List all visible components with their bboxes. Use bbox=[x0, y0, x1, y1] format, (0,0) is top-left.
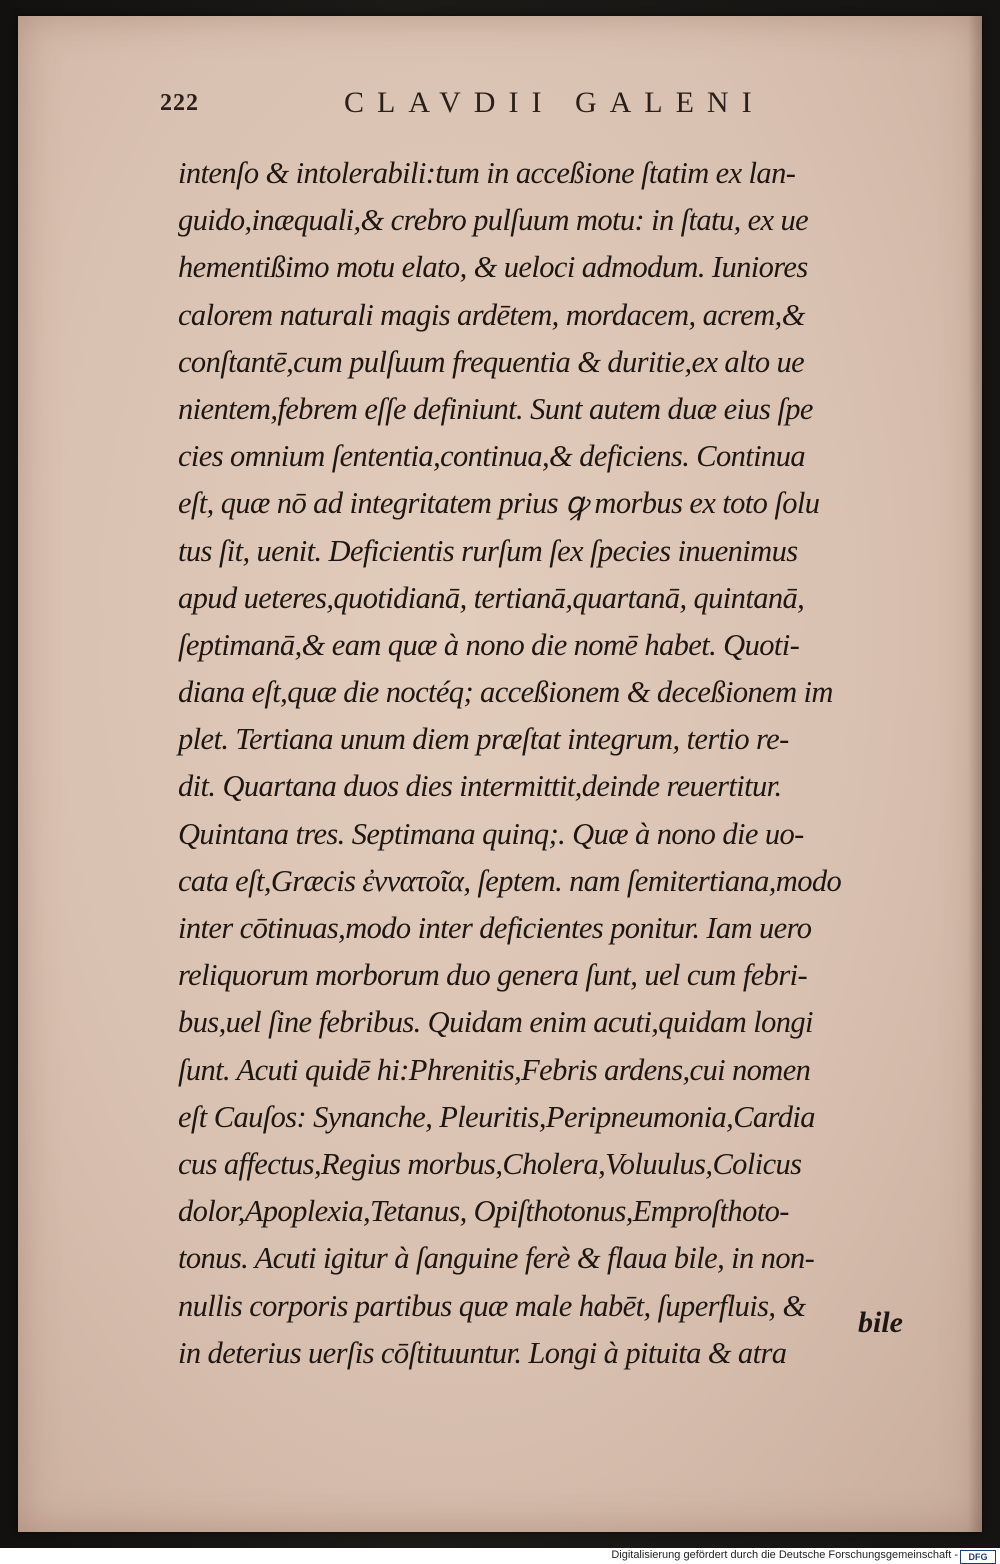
dfg-logo: DFG bbox=[960, 1550, 996, 1564]
text-line: calorem naturali magis ardētem, mordacem, acrem,& bbox=[178, 297, 805, 332]
text-line: guido,inæquali,& crebro pulſuum motu: in ſtatu, ex ue bbox=[178, 203, 809, 238]
running-head bbox=[160, 82, 880, 122]
text-line: reliquorum morborum duo genera ſunt, uel cum febri- bbox=[178, 958, 808, 993]
page-edge-shadow bbox=[968, 16, 982, 1532]
text-line: cata eſt,Græcis ἐννατοῖα, ſeptem. nam ſemitertiana,modo bbox=[178, 863, 842, 898]
text-line: dolor,Apoplexia,Tetanus, Opiſthotonus,Emproſthoto- bbox=[178, 1194, 789, 1229]
text-line: ſunt. Acuti quidē hi:Phrenitis,Febris ardens,cui nomen bbox=[178, 1052, 811, 1087]
text-line: tonus. Acuti igitur à ſanguine ferè & flaua bile, in non- bbox=[178, 1241, 815, 1276]
funding-notice: Digitalisierung gefördert durch die Deutsche Forschungsgemeinschaft - bbox=[611, 1549, 958, 1561]
text-line: dit. Quartana duos dies intermittit,deinde reuertitur. bbox=[178, 769, 782, 804]
text-line: inter cōtinuas,modo inter deficientes ponitur. Iam uero bbox=[178, 911, 812, 945]
text-line: tus ſit, uenit. Deficientis rurſum ſex ſpecies inuenimus bbox=[178, 533, 798, 568]
text-line: diana eſt,quæ die noctéq; acceßionem & deceßionem im bbox=[178, 675, 833, 710]
text-line: nullis corporis partibus quæ male habēt, ſuperfluis, & bbox=[178, 1288, 806, 1323]
catchword: bile bbox=[858, 1306, 903, 1339]
text-line: bus,uel ſine febribus. Quidam enim acuti,quidam longi bbox=[178, 1005, 813, 1040]
text-line: cies omnium ſententia,continua,& deficiens. Continua bbox=[178, 439, 805, 474]
text-line: eſt Cauſos: Synanche, Pleuritis,Peripneumonia,Cardia bbox=[178, 1099, 815, 1134]
text-line: in deterius uerſis cōſtituuntur. Longi à pituita & atra bbox=[178, 1335, 787, 1370]
text-line: cus affectus,Regius morbus,Cholera,Voluulus,Colicus bbox=[178, 1146, 802, 1181]
text-line: nientem,febrem eſſe definiunt. Sunt autem duæ eius ſpe bbox=[178, 391, 813, 426]
text-line: intenſo & intolerabili:tum in acceßione ſtatim ex lan- bbox=[178, 156, 796, 190]
text-line: plet. Tertiana unum diem præſtat integrum, tertio re- bbox=[178, 722, 789, 757]
text-line: Quintana tres. Septimana quinq;. Quæ à nono die uo- bbox=[178, 816, 804, 851]
text-line: eſt, quæ nō ad integritatem prius ꝙ morbus ex toto ſolu bbox=[178, 486, 820, 521]
text-line: conſtantē,cum pulſuum frequentia & duritie,ex alto ue bbox=[178, 344, 805, 379]
text-line: ſeptimanā,& eam quæ à nono die nomē habet. Quoti- bbox=[178, 627, 800, 662]
text-line: hementißimo motu elato, & ueloci admodum. Iuniores bbox=[178, 250, 808, 285]
text-line: apud ueteres,quotidianā, tertianā,quartanā, quintanā, bbox=[178, 580, 805, 615]
running-title: CLAVDII GALENI bbox=[344, 86, 765, 119]
body-text bbox=[178, 150, 908, 1377]
page-number: 222 bbox=[160, 90, 199, 116]
footer-bar bbox=[0, 1548, 1000, 1564]
